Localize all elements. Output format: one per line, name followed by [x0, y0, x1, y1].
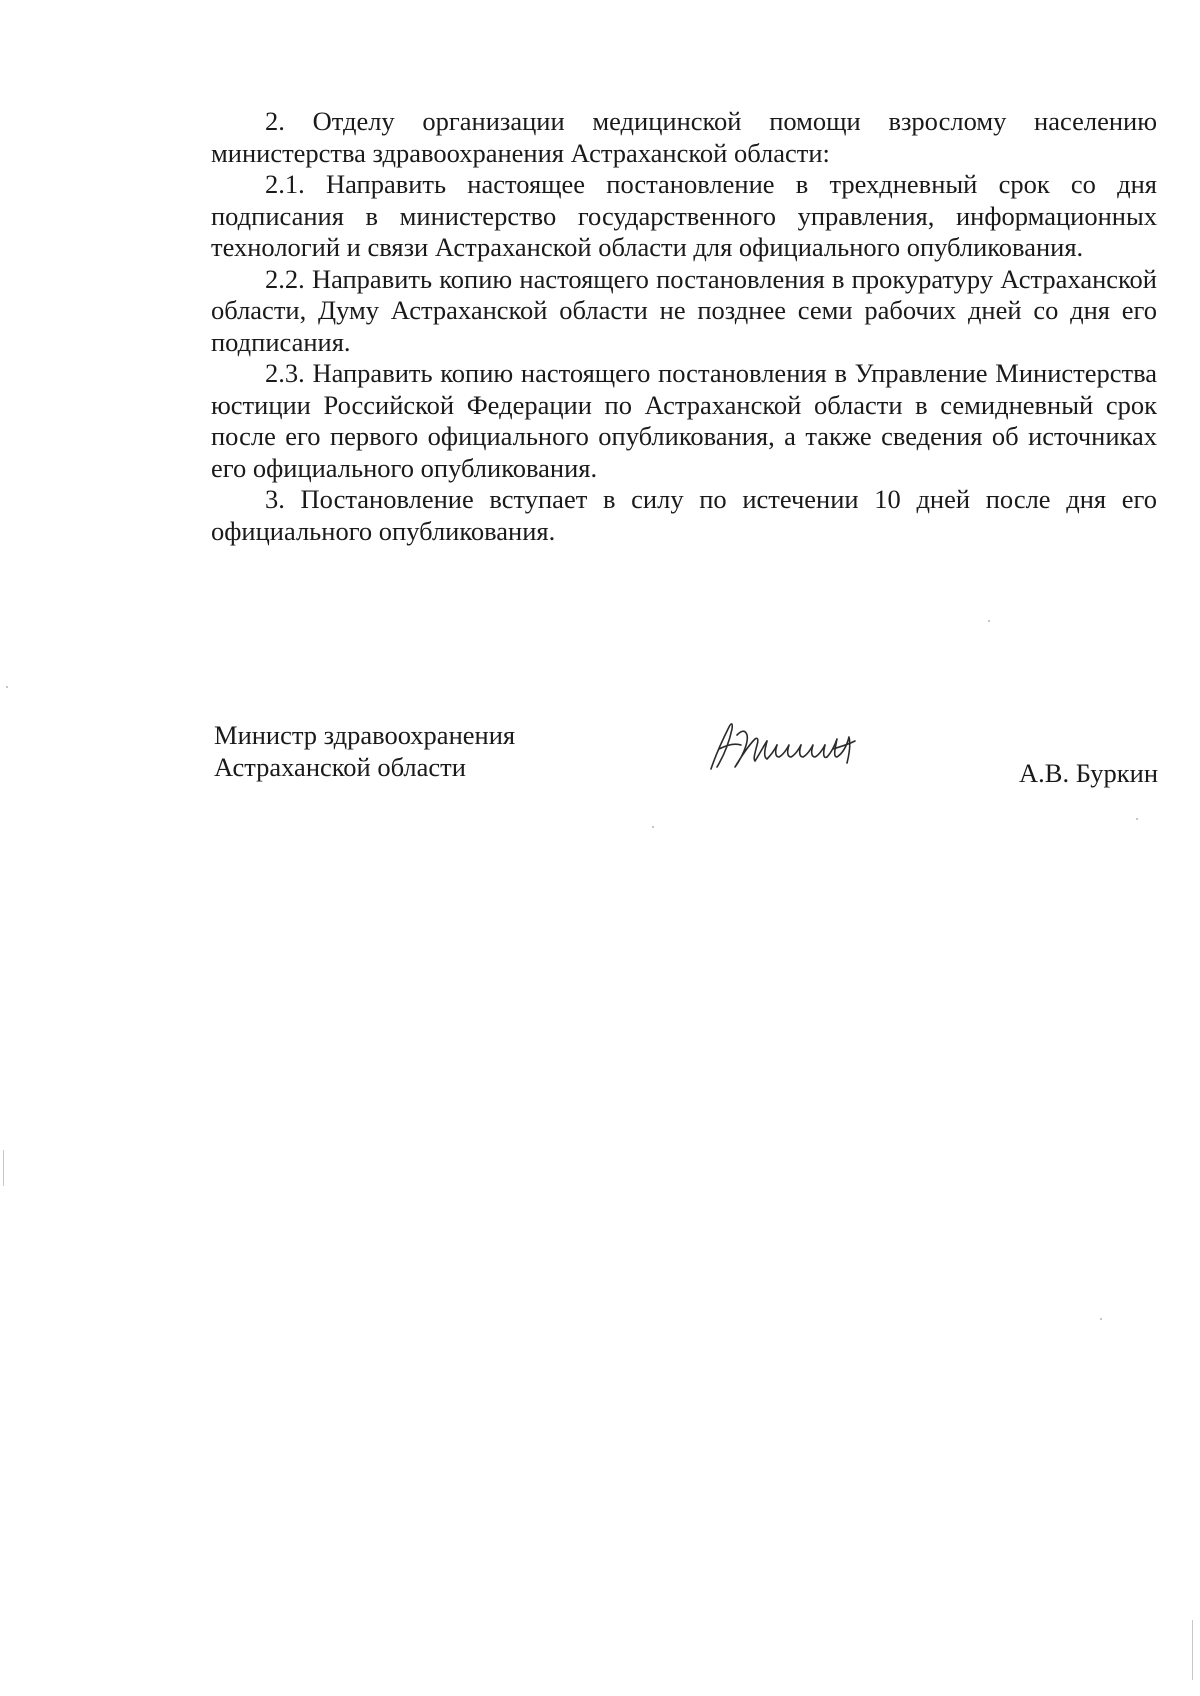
paragraph-3: 3. Постановление вступает в силу по истечении 10 дней после дня его официального опубликования.: [211, 484, 1157, 546]
signature-block: [214, 719, 1158, 799]
scan-edge-mark: [1192, 1620, 1193, 1680]
signatory-name: А.В. Буркин: [1019, 758, 1158, 788]
scan-speck: [1100, 1318, 1102, 1320]
paragraph-2-1: 2.1. Направить настоящее постановление в трехдневный срок со дня подписания в министерство государственного управления, информационных технологий и связи Астраханской области для официального опубликования.: [211, 169, 1157, 262]
paragraph-2-2: 2.2. Направить копию настоящего постановления в прокуратуру Астраханской области, Думу Астраханской области не позднее семи рабочих дней со дня его подписания.: [211, 263, 1157, 357]
signatory-position: [214, 719, 515, 783]
position-line-2: Астраханской области: [214, 752, 466, 782]
document-body: [211, 106, 1157, 547]
scan-speck: [1136, 818, 1138, 820]
paragraph-2: 2. Отделу организации медицинской помощи взрослому населению министерства здравоохранения Астраханской области:: [211, 106, 1157, 168]
handwritten-signature: [697, 705, 897, 785]
scan-speck: [988, 620, 990, 622]
scan-speck: [652, 826, 654, 828]
scan-edge-mark: [3, 1150, 4, 1186]
position-line-1: Министр здравоохранения: [214, 720, 516, 750]
scan-speck: [6, 686, 8, 688]
paragraph-2-3: 2.3. Направить копию настоящего постановления в Управление Министерства юстиции Российской Федерации по Астраханской области в семидневный срок после его первого официального опубликования, а также сведения об источниках его официального опубликования.: [211, 358, 1157, 483]
